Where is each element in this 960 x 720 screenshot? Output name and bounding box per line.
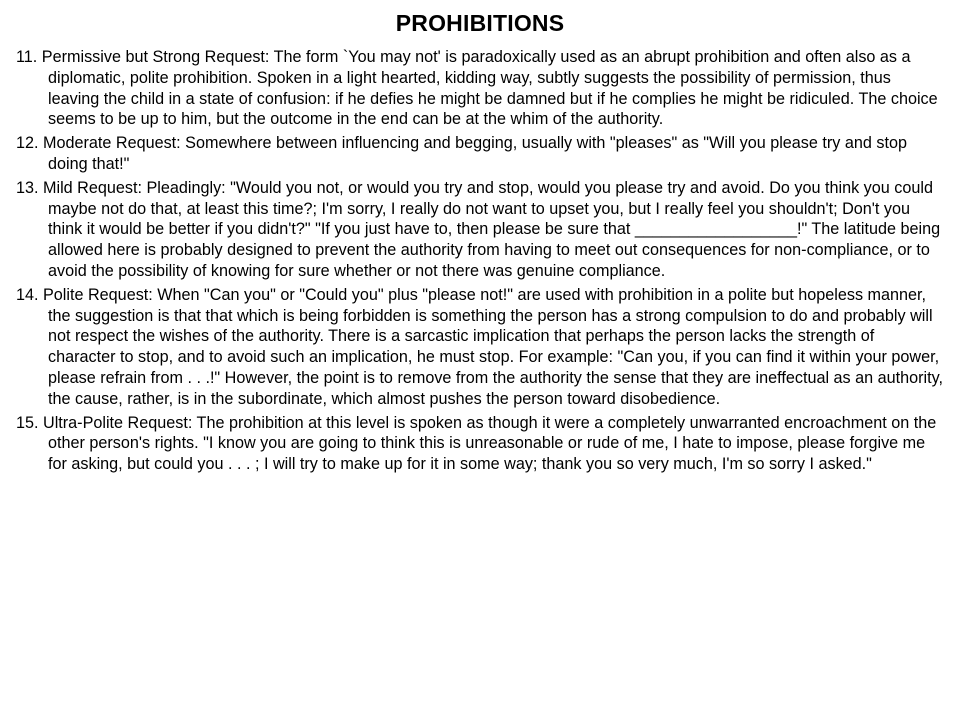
list-item-13: 13. Mild Request: Pleadingly: "Would you not, or would you try and stop, would you please try and avoid. Do you think you could maybe not do that, at least this time?; I'm sorry, I really do not want to upset you, but I really feel you shouldn't; Don't you think it would be better if you didn't?" "If you just have to, then please be sure that __________________!" The latitude being allowed here is probably designed to prevent the authority from having to meet out consequences for non-compliance, or to avoid the possibility of knowing for sure whether or not there was genuine compliance.: [16, 178, 941, 280]
list-item-11: 11. Permissive but Strong Request: The form `You may not' is paradoxically used as an abrupt prohibition and often also as a diplomatic, polite prohibition. Spoken in a light hearted, kidding way, subtly suggests the possibility of permission, thus leaving the child in a state of confusion: if he defies he might be damned but if he complies he might be ridiculed. The choice seems to be up to him, but the outcome in the end can be at the whim of the authority.: [16, 48, 938, 129]
prohibition-list: [16, 47, 946, 478]
page-title: PROHIBITIONS: [395, 10, 565, 36]
list-item-12: 12. Moderate Request: Somewhere between influencing and begging, usually with "pleases" as "Will you please try and stop doing that!": [16, 134, 907, 173]
list-item-14: 14. Polite Request: When "Can you" or "Could you" plus "please not!" are used with prohibition in a polite but hopeless manner, the suggestion is that that which is being forbidden is something the person has a strong compulsion to do and probably will not respect the wishes of the authority. There is a sarcastic implication that perhaps the person lacks the strength of character to stop, and to avoid such an implication, he must stop. For example: "Can you, if you can find it within your power, please refrain from . . .!" However, the point is to remove from the authority the sense that they are ineffectual as an authority, the cause, rather, is in the subordinate, which almost pushes the person toward disobedience.: [16, 285, 944, 408]
list-item-15: 15. Ultra-Polite Request: The prohibition at this level is spoken as though it were a completely unwarranted encroachment on the other person's rights. "I know you are going to think this is unreasonable or rude of me, I hate to impose, please forgive me for asking, but could you . . . ; I will try to make up for it in some way; thank you so very much, I'm so sorry I asked.": [16, 413, 937, 474]
